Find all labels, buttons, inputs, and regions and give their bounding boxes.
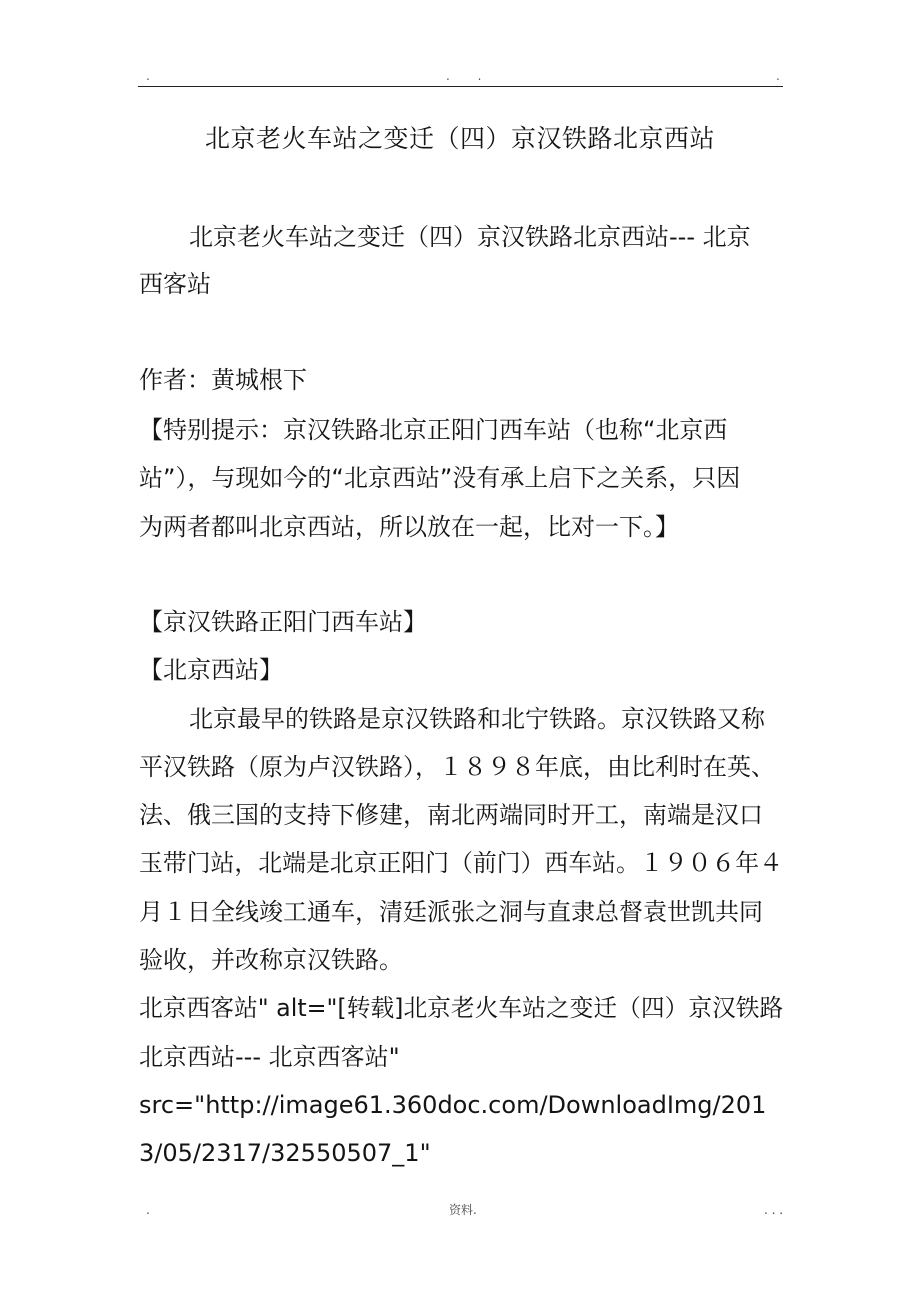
notice-line-2: 站”），与现如今的“北京西站”没有承上启下之关系，只因	[139, 464, 741, 492]
header-right-mark: .	[776, 69, 780, 83]
section-heading-west-station: 【京汉铁路正阳门西车站】	[139, 608, 427, 636]
body-line-1: 北京最早的铁路是京汉铁路和北宁铁路。京汉铁路又称	[189, 705, 765, 733]
subtitle-line-1: 北京老火车站之变迁（四）京汉铁路北京西站--- 北京	[189, 223, 751, 251]
header-center-mark: . .	[446, 69, 494, 83]
body-line-2: 平汉铁路（原为卢汉铁路），１８９８年底，由比利时在英、	[139, 753, 775, 781]
residue-line-1: 北京西客站" alt="[转载]北京老火车站之变迁（四）京汉铁路	[139, 994, 784, 1022]
section-heading-beijing-west: 【北京西站】	[139, 656, 283, 684]
body-line-5: 月１日全线竣工通车，清廷派张之洞与直隶总督袁世凯共同	[139, 898, 763, 926]
body-line-6: 验收，并改称京汉铁路。	[139, 946, 403, 974]
body-line-4: 玉带门站，北端是北京正阳门（前门）西车站。１９０６年４	[139, 849, 783, 877]
residue-line-2: 北京西站--- 北京西客站"	[139, 1043, 400, 1071]
footer-page-label: 资料.	[449, 1203, 477, 1217]
subtitle-line-2: 西客站	[139, 270, 211, 298]
footer-right-mark: . . .	[764, 1203, 784, 1217]
document-title: 北京老火车站之变迁（四）京汉铁路北京西站	[204, 124, 715, 153]
author-line: 作者：黄城根下	[139, 366, 307, 394]
residue-line-4: 3/05/2317/32550507_1"	[139, 1139, 431, 1167]
body-line-3: 法、俄三国的支持下修建，南北两端同时开工，南端是汉口	[139, 801, 763, 829]
notice-line-1: 【特别提示：京汉铁路北京正阳门西车站（也称“北京西	[139, 416, 728, 444]
header-left-mark: .	[146, 69, 150, 83]
header-rule	[138, 86, 783, 87]
notice-line-3: 为两者都叫北京西站，所以放在一起，比对一下。】	[139, 513, 679, 541]
residue-line-3: src="http://image61.360doc.com/DownloadImg/201	[139, 1091, 767, 1119]
footer-left-mark: .	[146, 1203, 150, 1217]
